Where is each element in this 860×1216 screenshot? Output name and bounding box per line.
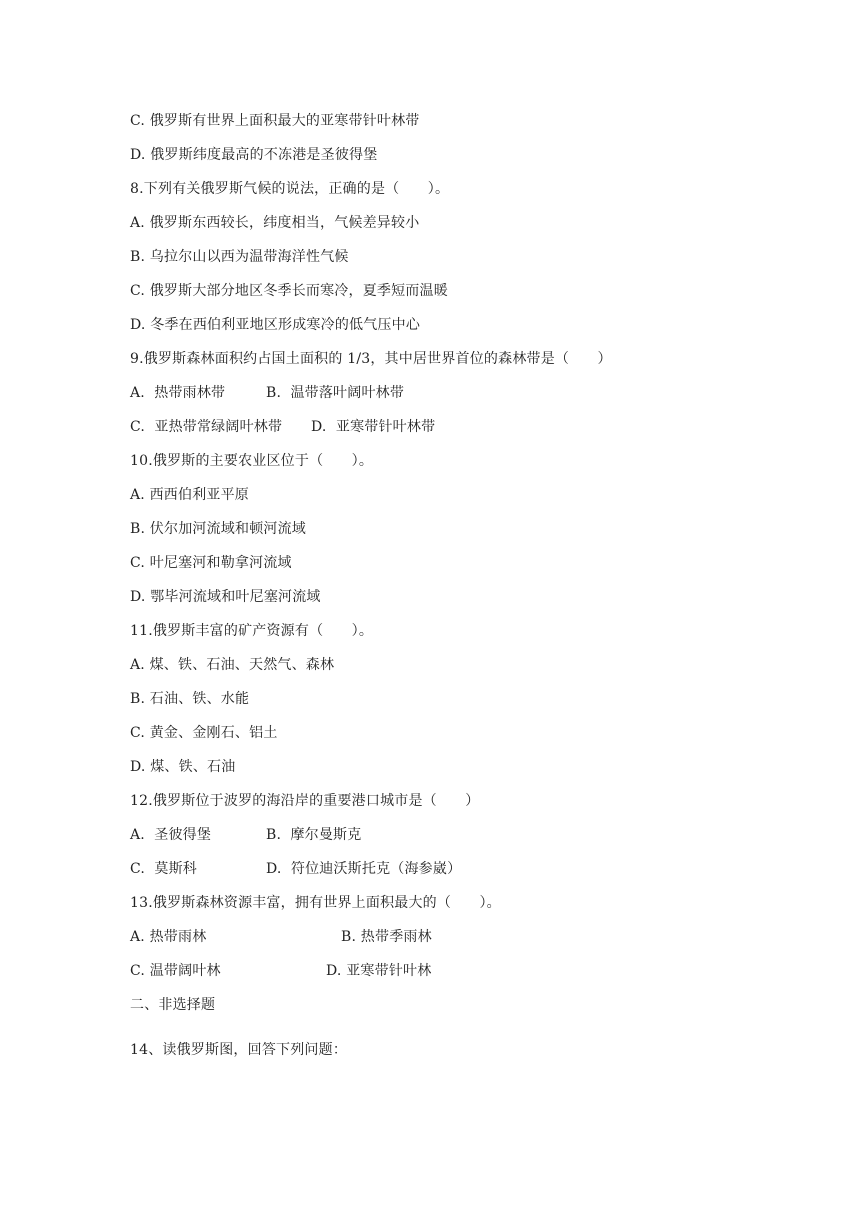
question-10: 10.俄罗斯的主要农业区位于（ ）。 <box>130 453 374 469</box>
question-11: 11.俄罗斯丰富的矿产资源有（ ）。 <box>130 623 374 639</box>
q10-option-a: A. 西西伯利亚平原 <box>130 487 250 503</box>
q13-option-a: A. 热带雨林 <box>130 929 207 945</box>
q7-option-c: C. 俄罗斯有世界上面积最大的亚寒带针叶林带 <box>130 113 420 129</box>
q7-option-d: D. 俄罗斯纬度最高的不冻港是圣彼得堡 <box>130 147 378 163</box>
question-8: 8.下列有关俄罗斯气候的说法，正确的是（ ）。 <box>130 181 450 197</box>
q8-option-d: D. 冬季在西伯利亚地区形成寒冷的低气压中心 <box>130 317 421 333</box>
question-14: 14、读俄罗斯图，回答下列问题： <box>130 1042 348 1058</box>
q12-option-d: D. 符位迪沃斯托克（海参崴） <box>266 861 462 877</box>
q12-option-a: A. 圣彼得堡 <box>130 827 212 843</box>
question-12: 12.俄罗斯位于波罗的海沿岸的重要港口城市是（ ） <box>130 793 480 809</box>
q12-option-c: C. 莫斯科 <box>130 861 197 877</box>
q13-option-b: B. 热带季雨林 <box>341 929 432 945</box>
q11-option-b: B. 石油、铁、水能 <box>130 691 250 707</box>
q11-option-c: C. 黄金、金刚石、铝土 <box>130 725 278 741</box>
q13-option-c: C. 温带阔叶林 <box>130 963 221 979</box>
q13-option-d: D. 亚寒带针叶林 <box>326 963 432 979</box>
q9-option-d: D. 亚寒带针叶林带 <box>311 419 436 435</box>
q8-option-a: A. 俄罗斯东西较长，纬度相当，气候差异较小 <box>130 215 420 231</box>
q9-option-c: C. 亚热带常绿阔叶林带 <box>130 419 283 435</box>
q11-option-d: D. 煤、铁、石油 <box>130 759 236 775</box>
q10-option-b: B. 伏尔加河流域和顿河流域 <box>130 521 306 537</box>
question-9: 9.俄罗斯森林面积约占国土面积的 1/3，其中居世界首位的森林带是（ ） <box>130 351 612 367</box>
q12-option-b: B. 摩尔曼斯克 <box>266 827 362 843</box>
q8-option-b: B. 乌拉尔山以西为温带海洋性气候 <box>130 249 349 265</box>
q8-option-c: C. 俄罗斯大部分地区冬季长而寒冷，夏季短而温暖 <box>130 283 448 299</box>
question-13: 13.俄罗斯森林资源丰富，拥有世界上面积最大的（ ）。 <box>130 895 501 911</box>
section-heading-non-choice: 二、非选择题 <box>130 997 216 1013</box>
q9-option-b: B. 温带落叶阔叶林带 <box>266 385 405 401</box>
q11-option-a: A. 煤、铁、石油、天然气、森林 <box>130 657 335 673</box>
q10-option-d: D. 鄂毕河流域和叶尼塞河流域 <box>130 589 321 605</box>
q10-option-c: C. 叶尼塞河和勒拿河流域 <box>130 555 292 571</box>
q9-option-a: A. 热带雨林带 <box>130 385 226 401</box>
